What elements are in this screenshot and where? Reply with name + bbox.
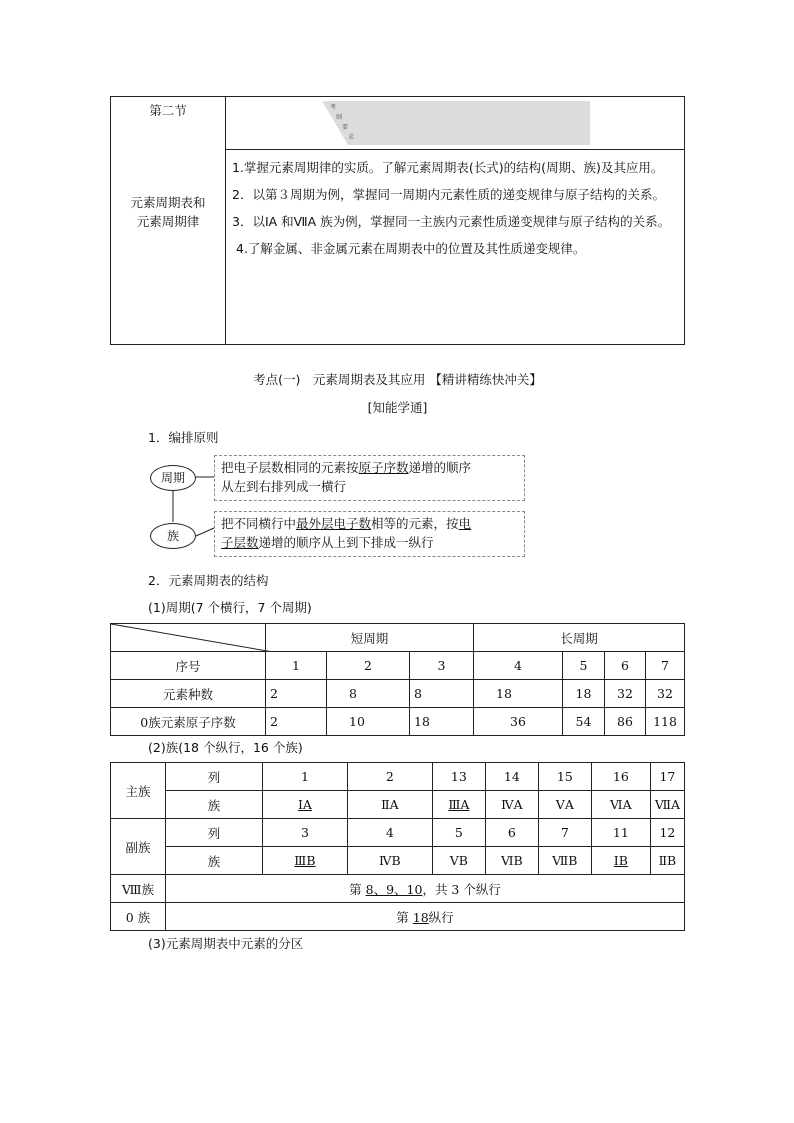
- requirement-1: 1.掌握元素周期律的实质。了解元素周期表(长式)的结构(周期、族)及其应用。: [232, 160, 664, 175]
- table-row: 族 ⅢB ⅣB ⅤB ⅥB ⅦB ⅠB ⅡB: [111, 847, 685, 875]
- group-rule-box: 把不同横行中最外层电子数相等的元素，按电 子层数递增的顺序从上到下排成一纵行: [214, 511, 525, 557]
- viii-group-desc: 第 8、9、10，共 3 个纵行: [165, 875, 684, 903]
- requirements-list: [226, 150, 684, 262]
- banner-shape: [226, 97, 686, 149]
- requirements-cell: [226, 150, 685, 345]
- table-row: 主族 列 1 2 13 14 15 16 17: [111, 763, 685, 791]
- period-table: [110, 623, 685, 736]
- long-period-header: 长周期: [474, 624, 685, 652]
- requirements-banner: [226, 97, 684, 149]
- section-title: 元素周期表和 元素周期律: [130, 195, 206, 229]
- zero-group-label: 0 族: [111, 903, 166, 931]
- period-rule-box: 把电子层数相同的元素按原子序数递增的顺序 从左到右排列成一横行: [214, 455, 525, 501]
- corner-cell: [111, 624, 266, 652]
- group-oval: 族: [150, 523, 196, 549]
- zero-group-desc: 第 18纵行: [165, 903, 684, 931]
- banner-char-1: 考: [330, 104, 337, 111]
- main-group-label: 主族: [111, 763, 166, 819]
- sub3-title: (3)元素周期表中元素的分区: [148, 936, 304, 951]
- banner-char-4: 求: [348, 134, 355, 141]
- viii-group-label: Ⅷ族: [111, 875, 166, 903]
- table-row: 序号 1 2 3 4 5 6 7: [111, 652, 685, 680]
- zhineng-heading: [知能学通]: [367, 400, 428, 415]
- banner-cell: [226, 97, 685, 150]
- section-cell: [111, 97, 226, 345]
- sub2-title: (2)族(18 个纵行，16 个族): [148, 740, 303, 755]
- table-row: [111, 903, 685, 931]
- table-row: [111, 875, 685, 903]
- short-period-header: 短周期: [266, 624, 474, 652]
- table-row: 族 ⅠA ⅡA ⅢA ⅣA ⅤA ⅥA ⅦA: [111, 791, 685, 819]
- section-number: 第二节: [149, 103, 187, 118]
- requirement-2: 2．以第３周期为例，掌握同一周期内元素性质的递变规律与原子结构的关系。: [232, 187, 665, 202]
- kaodian-title: 考点(一) 元素周期表及其应用 【精讲精练快冲关】: [253, 372, 542, 387]
- item2-title: 2．元素周期表的结构: [148, 573, 269, 588]
- banner-char-3: 要: [342, 124, 349, 131]
- period-oval: 周期: [150, 465, 196, 491]
- header-table: [110, 96, 685, 345]
- sub1-title: (1)周期(7 个横行，7 个周期): [148, 600, 312, 615]
- requirement-3: 3．以ⅠA 和ⅦA 族为例，掌握同一主族内元素性质递变规律与原子结构的关系。: [232, 214, 671, 229]
- banner-char-2: 纲: [336, 114, 343, 121]
- sub-group-label: 副族: [111, 819, 166, 875]
- item1-title: 1．编排原则: [148, 430, 219, 445]
- group-table: [110, 762, 685, 931]
- corner-diagonal: [111, 624, 273, 652]
- table-row: 元素种数 2 8 8 18 18 32 32: [111, 680, 685, 708]
- requirement-4: 4.了解金属、非金属元素在周期表中的位置及其性质递变规律。: [236, 241, 586, 256]
- table-row: 副族 列 3 4 5 6 7 11 12: [111, 819, 685, 847]
- table-row: 0族元素原子序数 2 10 18 36 54 86 118: [111, 708, 685, 736]
